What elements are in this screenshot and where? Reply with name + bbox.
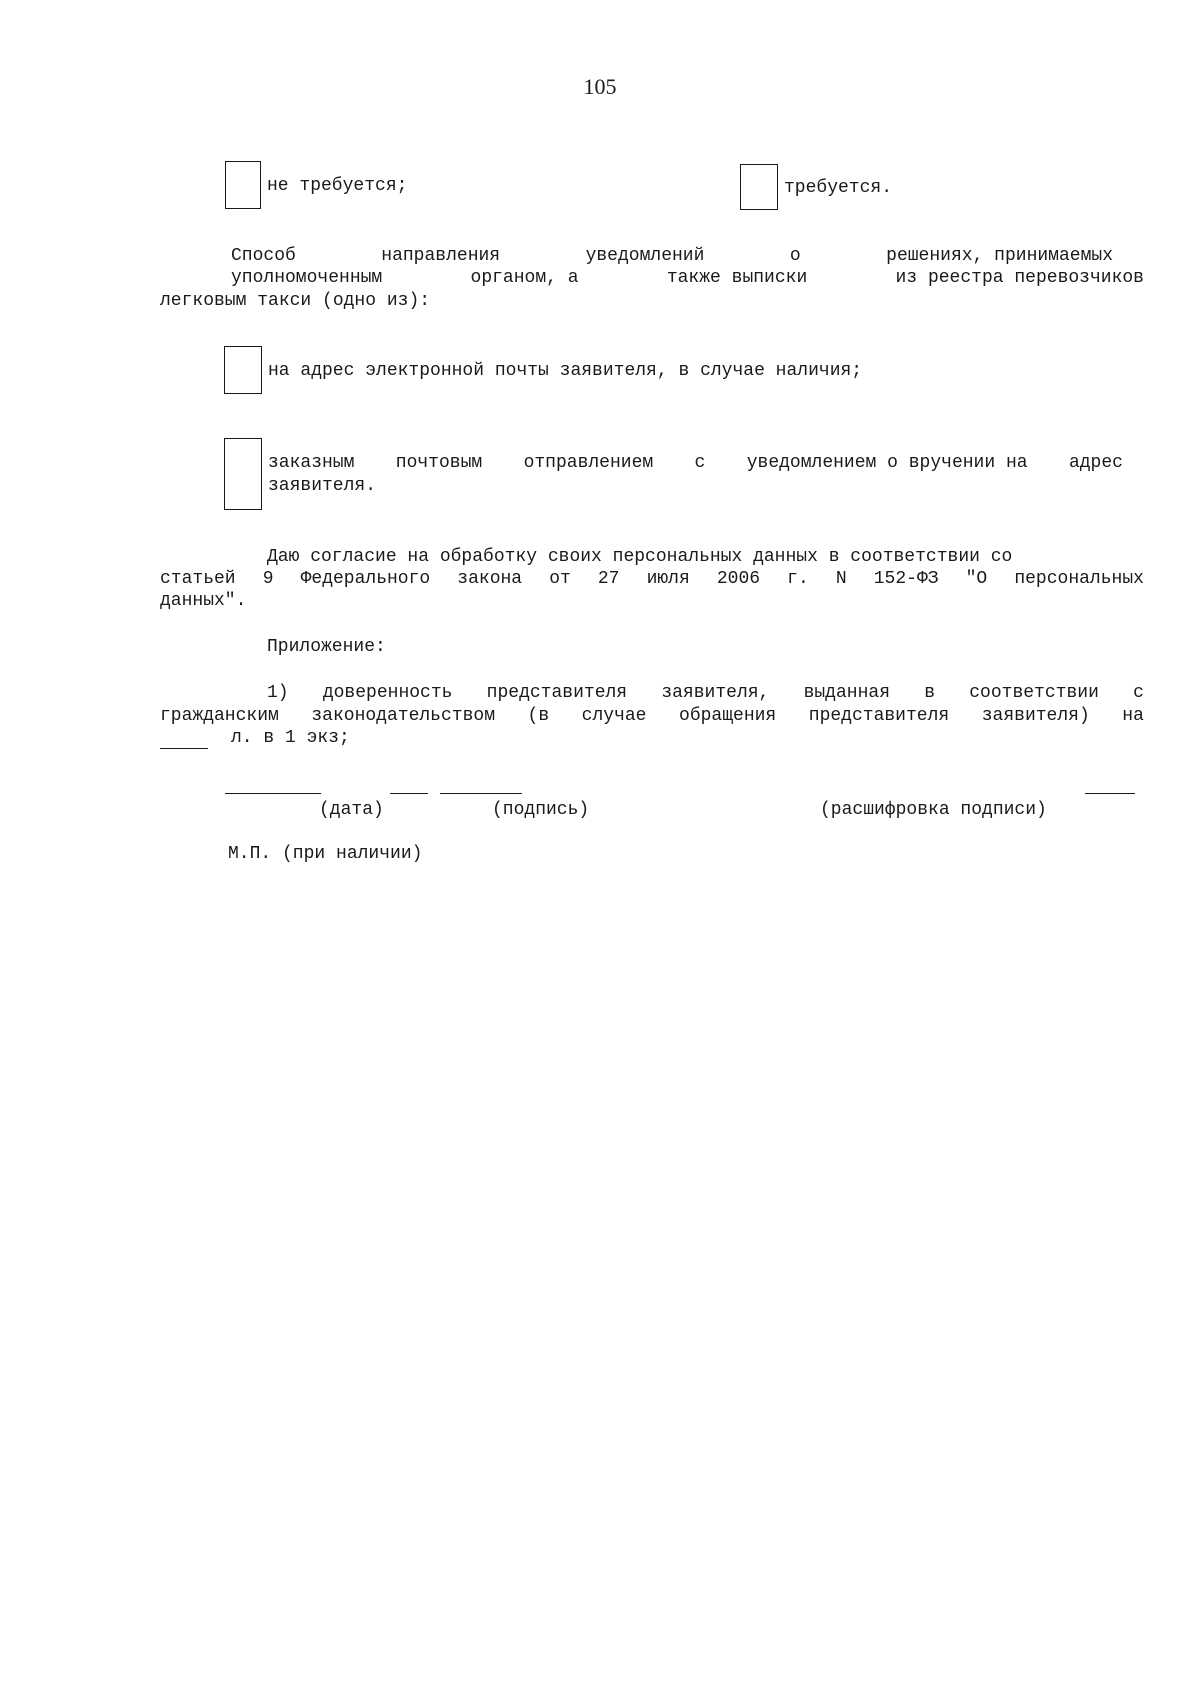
label-email: на адрес электронной почты заявителя, в случае наличия;: [268, 361, 863, 381]
date-label: (дата): [319, 800, 384, 820]
attachment-heading: Приложение:: [267, 637, 386, 657]
word: направления: [381, 246, 501, 266]
date-field-line[interactable]: [225, 793, 321, 794]
checkbox-email[interactable]: [224, 346, 262, 394]
sheet-count-blank[interactable]: [160, 748, 208, 749]
attachment-item-line-2: [160, 706, 1144, 726]
word: представителя: [808, 706, 950, 726]
attachment-item-line-1: [267, 683, 1144, 703]
word: заказным: [268, 453, 355, 473]
word: о: [789, 246, 801, 266]
word: гражданским: [160, 706, 279, 726]
word: статьей: [160, 569, 236, 589]
signature-label: (подпись): [492, 800, 590, 820]
consent-line-3: данных".: [160, 591, 247, 611]
word: законодательством: [311, 706, 495, 726]
word: адрес: [1068, 453, 1123, 473]
word: уведомлением о вручении на: [746, 453, 1028, 473]
word: с: [694, 453, 706, 473]
attachment-item-line-3: л. в 1 экз;: [231, 728, 350, 748]
word: соответствии: [969, 683, 1099, 703]
word: 2006: [716, 569, 761, 589]
word: г.: [787, 569, 809, 589]
label-required: требуется.: [784, 178, 893, 198]
checkbox-registered-mail[interactable]: [224, 438, 262, 510]
stamp-label: М.П. (при наличии): [228, 844, 423, 864]
label-not-required: не требуется;: [267, 176, 408, 196]
word: уполномоченным: [231, 268, 383, 288]
word: на: [1122, 706, 1144, 726]
word: в: [924, 683, 936, 703]
word: 9: [262, 569, 274, 589]
word: N: [835, 569, 847, 589]
word: 27: [597, 569, 620, 589]
label-registered-mail-line-2: заявителя.: [268, 476, 377, 496]
word: органом, а: [470, 268, 579, 288]
decode-label: (расшифровка подписи): [820, 800, 1047, 820]
word: персональных: [1014, 569, 1144, 589]
signature-field-line[interactable]: [390, 793, 428, 794]
word: решениях, принимаемых: [886, 246, 1113, 266]
word: с: [1133, 683, 1144, 703]
word: отправлением: [523, 453, 654, 473]
page-number: 105: [583, 74, 617, 99]
word: представителя: [486, 683, 628, 703]
consent-line-1: [267, 547, 1144, 567]
word: 152-ФЗ: [873, 569, 939, 589]
word: от: [549, 569, 571, 589]
word: Способ: [231, 246, 296, 266]
word: также выписки: [666, 268, 808, 288]
word: июля: [646, 569, 690, 589]
word: уведомлений: [585, 246, 705, 266]
consent-text: Даю согласие на обработку своих персональных данных в соответствии со: [267, 547, 1013, 567]
word: "О: [965, 569, 988, 589]
word: заявителя): [981, 706, 1090, 726]
decode-field-line[interactable]: [1085, 793, 1135, 794]
word: заявителя,: [661, 683, 770, 703]
method-line-3: легковым такси (одно из):: [160, 291, 431, 311]
word: (в: [527, 706, 550, 726]
word: выданная: [803, 683, 890, 703]
checkbox-not-required[interactable]: [225, 161, 261, 209]
word: почтовым: [395, 453, 483, 473]
word: из реестра перевозчиков: [895, 268, 1144, 288]
checkbox-required[interactable]: [740, 164, 778, 210]
label-registered-mail-line-1: [268, 453, 1123, 473]
signature-field-line-2[interactable]: [440, 793, 522, 794]
word: закона: [457, 569, 523, 589]
consent-line-2: [160, 569, 1144, 589]
word: случае: [581, 706, 647, 726]
word: 1): [267, 683, 289, 703]
word: доверенность: [322, 683, 453, 703]
method-line-2: [231, 268, 1144, 288]
word: обращения: [679, 706, 777, 726]
word: Федерального: [300, 569, 431, 589]
method-line-1: [231, 246, 1113, 266]
